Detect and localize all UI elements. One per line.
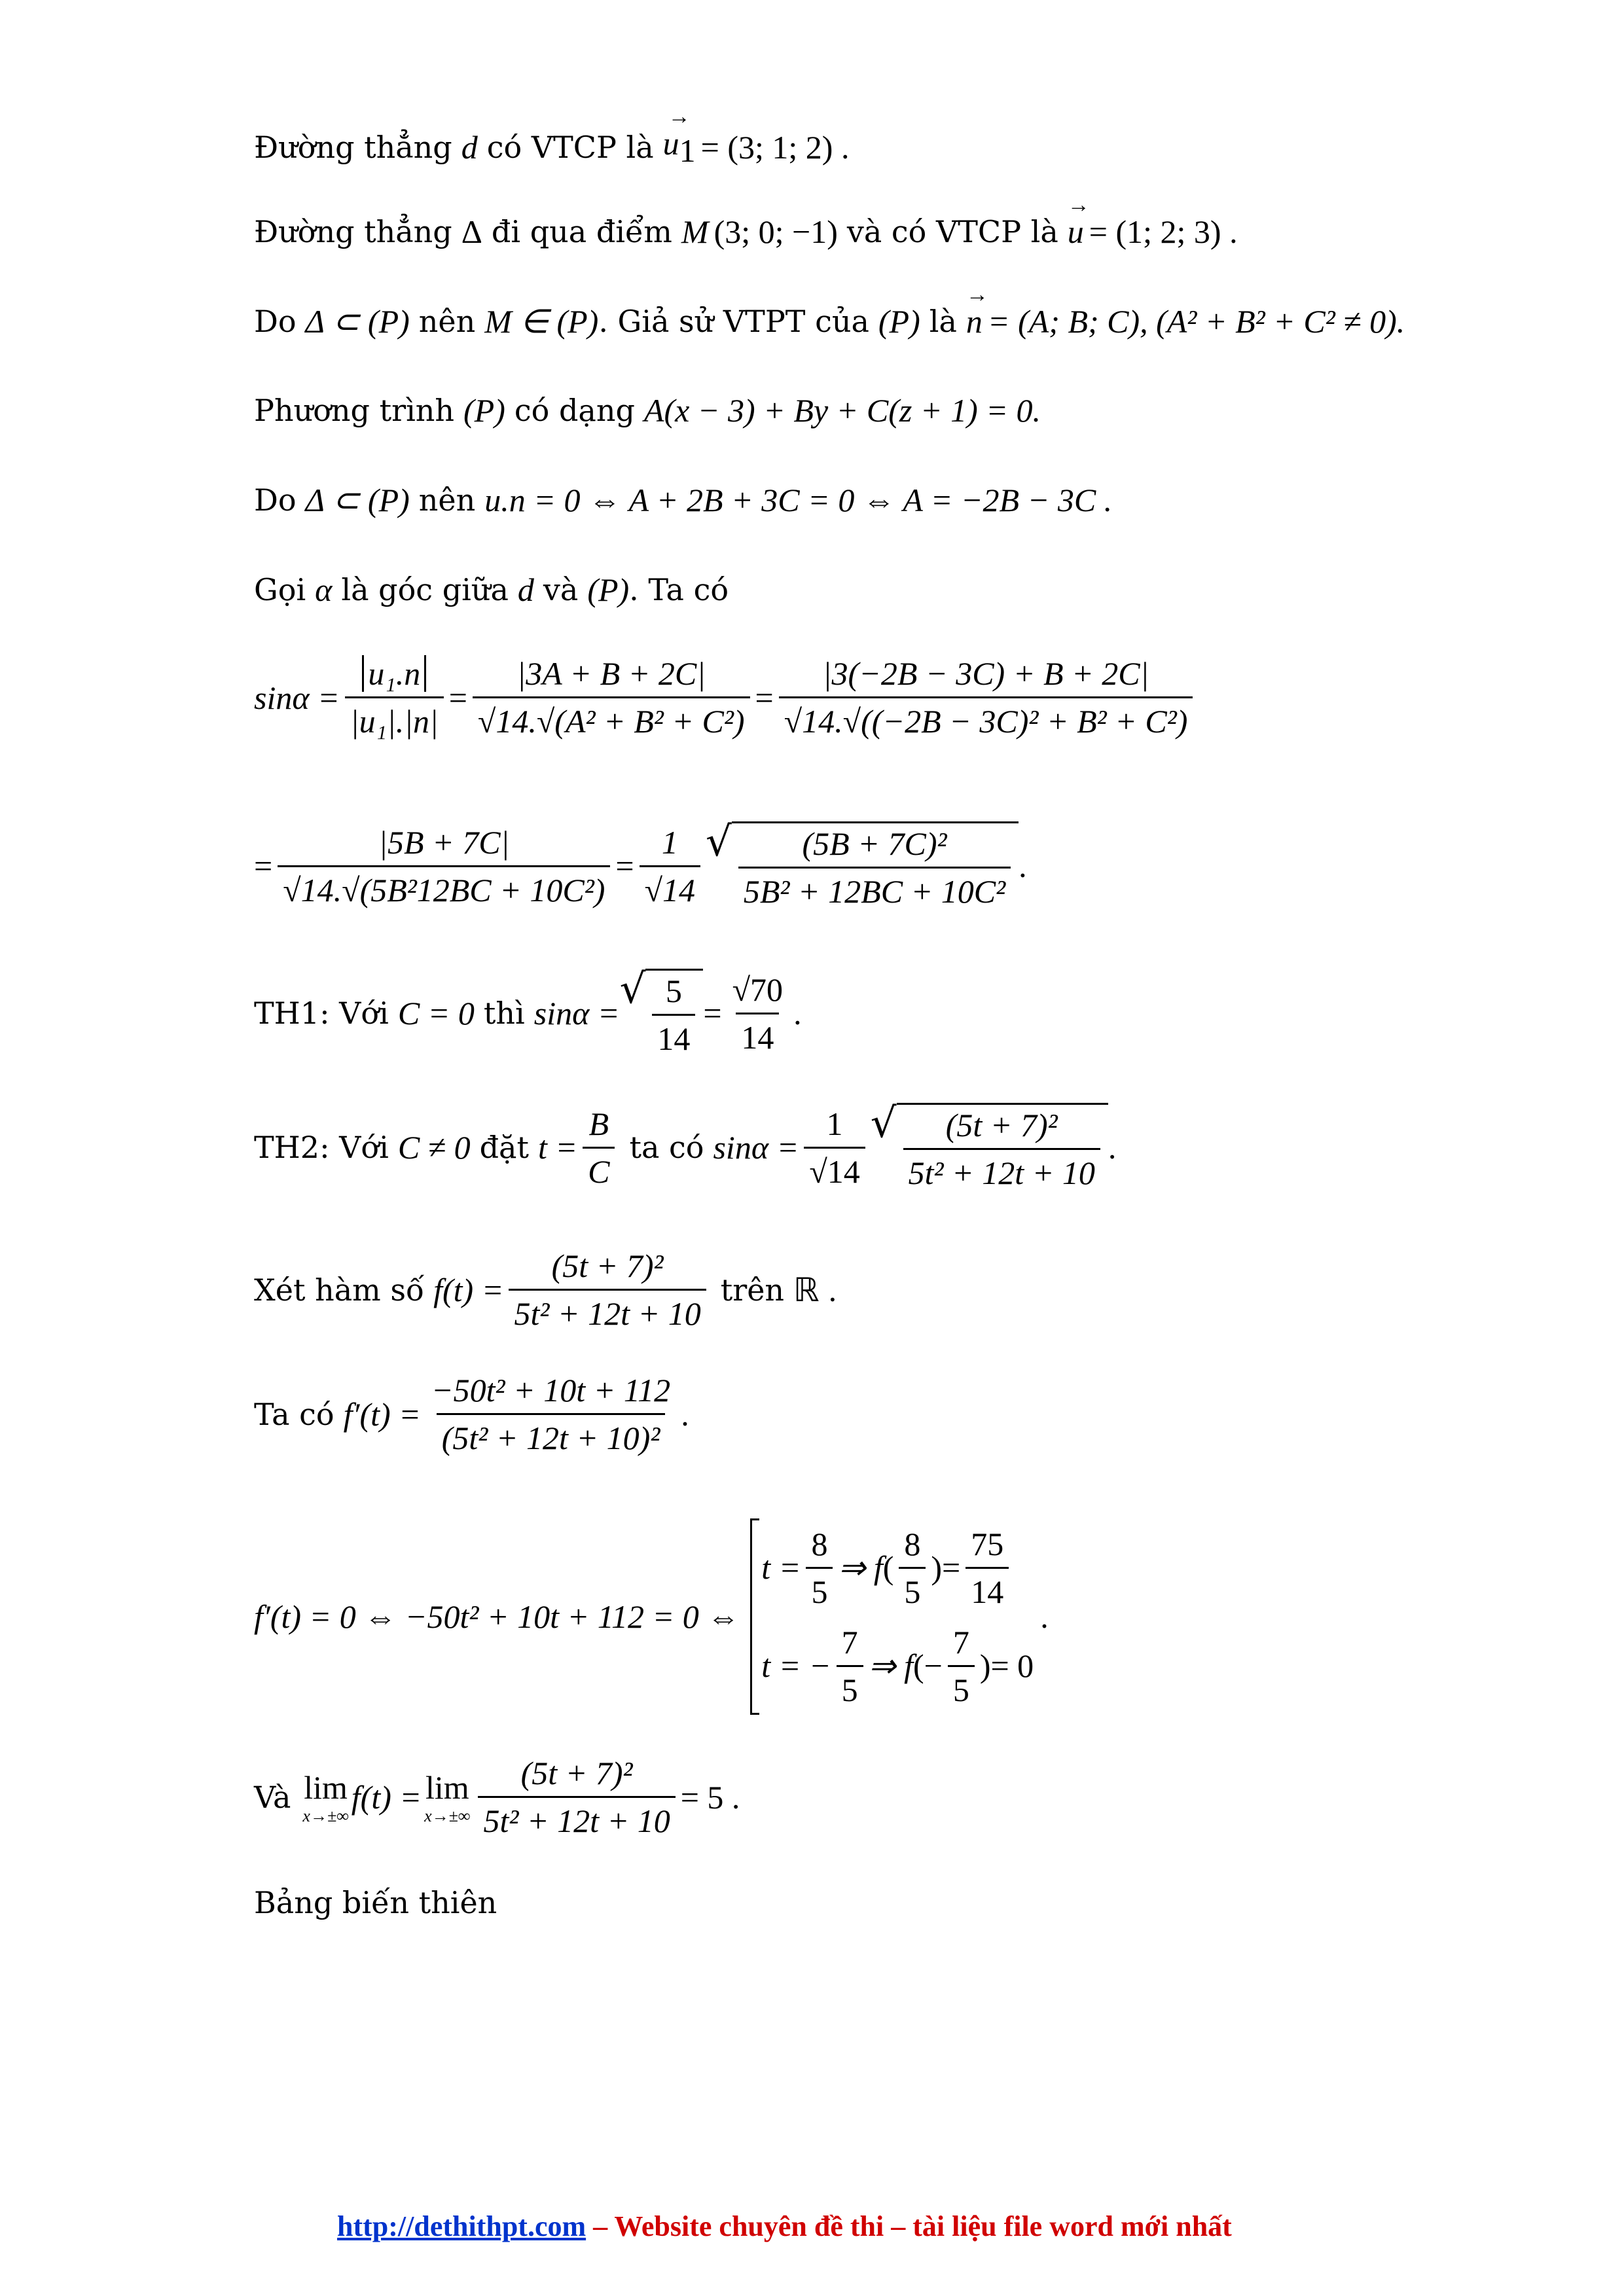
footer [337, 2210, 1232, 2243]
math-cond: C = 0 [397, 995, 475, 1031]
fraction: $\frac{1}{√14}$ [640, 823, 700, 909]
text: thì [483, 996, 525, 1031]
footer-link[interactable]: http://dethithpt.com [337, 2210, 586, 2242]
math-f: f(t) = [351, 1778, 422, 1816]
real-set-symbol: ℝ [793, 1271, 820, 1308]
function-definition: Xét hàm số f(t) = $\frac{\text{(5t + 7)²}}{\text{5t² + 12t + 10}}$ trên ℝ . [254, 1247, 837, 1332]
math-M: M [681, 213, 709, 250]
limit-operator: lim x→±∞ [302, 1768, 349, 1825]
text: Gọi [254, 572, 306, 607]
math-rel: Δ ⊂ (P) [305, 482, 410, 518]
math-expr: = (3; 1; 2) . [700, 128, 850, 166]
math-t: t = [537, 1129, 578, 1166]
text: TH2: Với [254, 1130, 389, 1165]
equation-sin-alpha: sinα = $\frac{\text{u₁.n}}{\text{|u₁|.|n|}}$ = $\frac{|3A + B + 2C|}{\text{√14.√(A² + B² + C²)}}$ = $\frac{|3(-2B - 3C) + B + 2C|}{\text{√14.√((−2B − 3C)² + B² + C²)}}$ [254, 655, 1198, 740]
line-plane-normal [254, 302, 1405, 340]
math-fprime: f′(t) = [343, 1395, 421, 1433]
math-coords: (3; 0; −1) [713, 213, 838, 250]
square-root: √ $\frac{\text{(5t + 7)²}}{\text{5t² + 12t + 10}}$ [871, 1103, 1108, 1192]
text: có dạng [514, 393, 635, 428]
text: TH1: Với [254, 996, 389, 1031]
fraction: $\frac{\text{−50t² + 10t + 112}}{\text{(5t² + 12t + 10)²}}$ [431, 1372, 671, 1456]
text: ta có [629, 1130, 704, 1165]
math-lhs: sinα = [713, 1129, 799, 1166]
text: đi qua điểm [491, 214, 672, 249]
math-alpha: α [315, 571, 333, 608]
case-1: TH1: Với C = 0 thì sinα = √ $\frac{5}{14}$ = $\frac{√70}{14}$ . [254, 965, 802, 1057]
fraction: $\frac{|3A + B + 2C|}{\text{√14.√(A² + B² + C²)}}$ [473, 655, 750, 740]
fraction: $\frac{B}{C}$ [583, 1105, 615, 1191]
math-P: (P) [878, 303, 920, 340]
text: Đường thẳng [254, 214, 452, 249]
text: . Giả sử VTPT của [598, 304, 869, 339]
fraction: $\frac{|5B + 7C|}{\text{√14.√(5B²12BC + 10C²)}}$ [278, 823, 610, 909]
math-expr: = (A; B; C), (A² + B² + C² ≠ 0). [987, 303, 1405, 340]
vector-u1: → $u_1$ [663, 124, 696, 170]
text: là góc giữa [341, 572, 509, 607]
derivative: Ta có f′(t) = $\frac{\text{−50t² + 10t + 112}}{\text{(5t² + 12t + 10)²}}$ . [254, 1372, 689, 1456]
text: Phương trình [254, 393, 455, 428]
cases-bracket: t = $\frac{8}{5}$ ⇒ f ( $\frac{8}{5}$ ) = $\frac{75}{14}$ t = − $\frac{7}{5}$ ⇒ f (− $\frac{7}{5}$ ) = 0 [750, 1518, 1034, 1715]
fraction: $\frac{\text{u₁.n}}{\text{|u₁|.|n|}}$ [345, 655, 444, 740]
text: nên [418, 482, 476, 518]
square-root: √ $\frac{5}{14}$ [620, 969, 704, 1058]
text: Xét hàm số [254, 1272, 425, 1308]
line-delta [254, 213, 1238, 251]
text: và [543, 572, 579, 607]
math-P: (P) [587, 571, 630, 608]
text: Và [254, 1779, 291, 1815]
fraction: $\frac{\text{(5t + 7)²}}{\text{5t² + 12t + 10}}$ [478, 1754, 675, 1840]
math-expr: = (1; 2; 3) . [1089, 213, 1238, 250]
text: và có VTCP là [846, 214, 1058, 249]
limit: Và lim x→±∞ f(t) = lim x→±∞ $\frac{\text{(5t + 7)²}}{\text{5t² + 12t + 10}}$ = 5 . [254, 1755, 740, 1839]
math-lhs: sinα = [533, 995, 620, 1031]
case-2: TH2: Với C ≠ 0 đặt t = $\frac{B}{C}$ ta có sinα = $\frac{1}{√14}$ √ $\frac{\text{(5t + 7)²}}{\text{5t² + 12t + 10}}$ . [254, 1099, 1117, 1191]
text: có VTCP là [486, 129, 654, 165]
math-cond: C ≠ 0 [397, 1129, 471, 1166]
line-angle [254, 571, 729, 609]
square-root: √ $\frac{\text{(5B + 7C)²}}{\text{5B² + 12BC + 10C²}}$ [706, 821, 1019, 910]
text: đặt [479, 1130, 529, 1165]
math-lhs: sinα = [254, 679, 340, 716]
math-rel: M ∈ (P) [484, 303, 599, 340]
line-d-direction [254, 124, 849, 170]
fraction: $\frac{√70}{14}$ [732, 971, 784, 1056]
math-P: (P) [463, 392, 505, 429]
text: Ta có [254, 1396, 334, 1432]
text: Bảng biến thiên [254, 1885, 497, 1920]
variation-table-heading [254, 1885, 497, 1920]
text: là [929, 304, 957, 339]
fraction: $\frac{\text{(5t + 7)²}}{\text{5t² + 12t + 10}}$ [509, 1247, 706, 1333]
math-expr: A(x − 3) + By + C(z + 1) = 0. [643, 392, 1041, 429]
vector-u: → u [1068, 213, 1084, 251]
fraction: $\frac{1}{√14}$ [804, 1105, 865, 1191]
math-lhs: f′(t) = 0 ⇔ −50t² + 10t + 112 = 0 ⇔ [254, 1598, 740, 1635]
line-plane-equation [254, 391, 1041, 429]
footer-tagline: – Website chuyên đề thi – tài liệu file word mới nhất [586, 2210, 1232, 2242]
fraction: $\frac{|3(-2B - 3C) + B + 2C|}{\text{√14.√((−2B − 3C)² + B² + C²)}}$ [779, 655, 1193, 740]
text: trên [720, 1272, 785, 1308]
vector-n: → n [966, 302, 983, 340]
limit-operator: lim x→±∞ [424, 1768, 471, 1825]
math-expr: u.n = 0 ⇔ A + 2B + 3C = 0 ⇔ A = −2B − 3C . [484, 482, 1113, 518]
math-f: f(t) = [433, 1271, 504, 1308]
text: . Ta có [629, 572, 729, 607]
math-d: d [517, 571, 534, 608]
text: Do [254, 304, 297, 339]
line-dot-product [254, 481, 1112, 519]
text: nên [418, 304, 476, 339]
text: Đường thẳng [254, 129, 452, 165]
derivative-roots: f′(t) = 0 ⇔ −50t² + 10t + 112 = 0 ⇔ t = $\frac{8}{5}$ ⇒ f ( $\frac{8}{5}$ ) = $\frac{75}{14}$ t = − $\frac{7}{5}$ ⇒ f (− $\frac{7}{5}$ ) = 0 . [254, 1518, 1049, 1715]
text: Do [254, 482, 297, 518]
math-d: d [461, 128, 478, 166]
math-rel: Δ ⊂ (P) [305, 303, 410, 340]
equation-sin-simplified: = $\frac{|5B + 7C|}{\text{√14.√(5B²12BC + 10C²)}}$ = $\frac{1}{√14}$ √ $\frac{\text{(5B + 7C)²}}{\text{5B² + 12BC + 10C²}}$ . [254, 817, 1027, 910]
math-delta: Δ [461, 213, 482, 250]
